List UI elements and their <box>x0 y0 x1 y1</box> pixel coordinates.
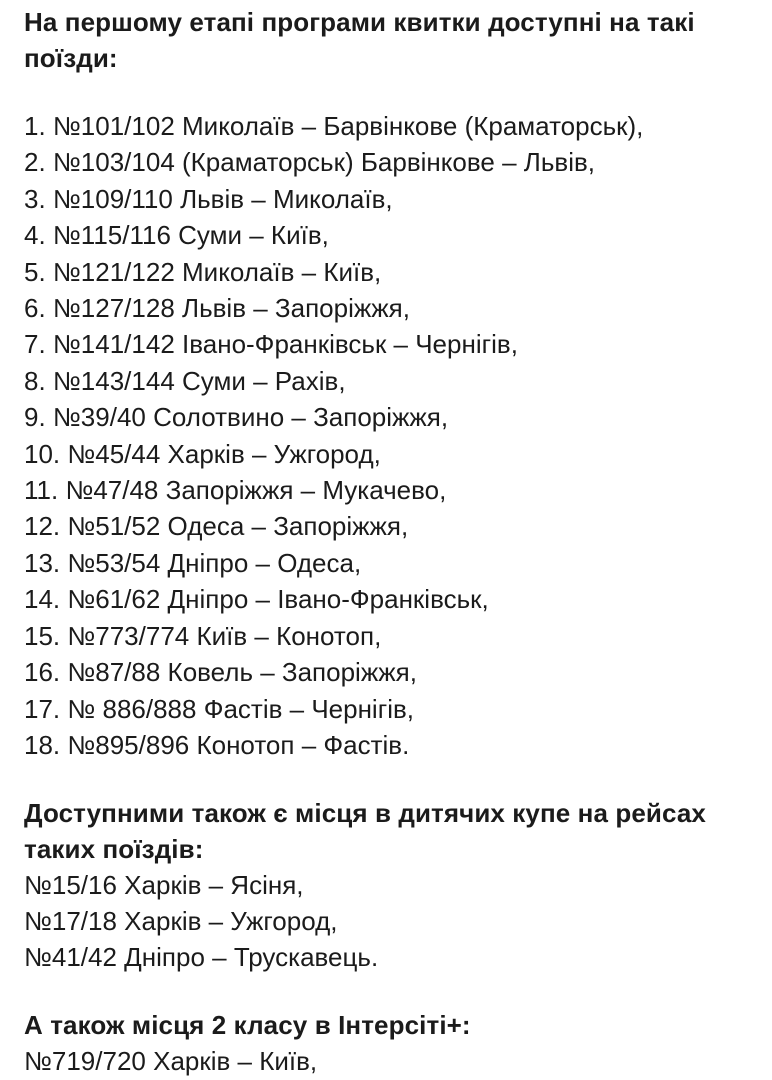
list-item: 5. №121/122 Миколаїв – Київ, <box>24 256 382 287</box>
kids-compartment-list <box>24 867 764 975</box>
section-2-heading: Доступними також є місця в дитячих купе на рейсах таких поїздів: <box>24 798 706 865</box>
document <box>24 0 764 1079</box>
list-item: 17. № 886/888 Фастів – Чернігів, <box>24 693 414 724</box>
intercity-list <box>24 1043 764 1079</box>
list-item: 1. №101/102 Миколаїв – Барвінкове (Краматорськ), <box>24 111 644 141</box>
list-item: 18. №895/896 Конотоп – Фастів. <box>24 729 410 760</box>
list-item: 3. №109/110 Львів – Миколаїв, <box>24 183 393 214</box>
section-3-heading: А також місця 2 класу в Інтерсіті+: <box>24 1010 471 1041</box>
list-item: 6. №127/128 Львів – Запоріжжя, <box>24 293 410 324</box>
list-item: 14. №61/62 Дніпро – Івано-Франківськ, <box>24 584 489 615</box>
list-item: 2. №103/104 (Краматорськ) Барвінкове – Львів, <box>24 147 596 178</box>
section-1-heading: На першому етапі програми квитки доступні на такі поїзди: <box>24 7 695 73</box>
list-item: 16. №87/88 Ковель – Запоріжжя, <box>24 657 417 688</box>
list-item: 15. №773/774 Київ – Конотоп, <box>24 620 382 651</box>
list-item: 9. №39/40 Солотвино – Запоріжжя, <box>24 402 449 433</box>
list-item: 12. №51/52 Одеса – Запоріжжя, <box>24 511 409 542</box>
list-item: 7. №141/142 Івано-Франківськ – Чернігів, <box>24 329 518 360</box>
list-item: №15/16 Харків – Ясіня, <box>24 870 304 901</box>
list-item: 10. №45/44 Харків – Ужгород, <box>24 438 381 469</box>
list-item: №719/720 Харків – Київ, <box>24 1046 318 1077</box>
train-list <box>24 108 764 763</box>
list-item: №17/18 Харків – Ужгород, <box>24 906 338 937</box>
list-item: 8. №143/144 Суми – Рахів, <box>24 365 346 396</box>
list-item: 11. №47/48 Запоріжжя – Мукачево, <box>24 475 447 506</box>
list-item: 13. №53/54 Дніпро – Одеса, <box>24 547 362 578</box>
list-item: 4. №115/116 Суми – Київ, <box>24 220 329 251</box>
list-item: №41/42 Дніпро – Трускавець. <box>24 942 379 973</box>
